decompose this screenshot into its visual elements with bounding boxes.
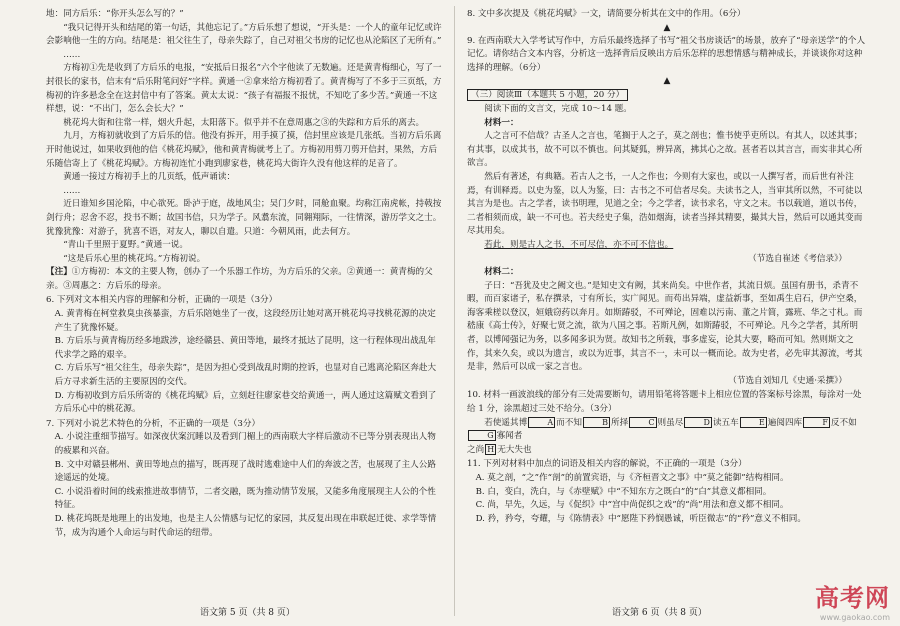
page-footer-right: 语文第 6 页（共 8 页） (612, 608, 707, 618)
story-fu-text: 近日谁知乡国沦陷，中心欲死。卧泸于庭，战地风尘；吴门夕时，同舱血聚。均称江南虎帐，持戟按剑行舟；忍舍不忍，投书不断；故国书信，只为学子。风翥东流，同翱翔际，一往情深，游历学文之士。犹豫犹豫：对游子，犹喜不语，对友人，聊以自遣。只道：今朝风雨，此去何方。 (46, 199, 442, 237)
q10-mark-box[interactable]: D (684, 417, 712, 428)
section-intro: 阅读下面的文言文，完成 10～14 题。 (484, 103, 632, 114)
question-6-option-a: A. 黄青梅在柯堂救臭虫孩暴蛮，方后乐陪她坐了一夜，这段经历让她对离开桃花坞寻找桃花源的决定产生了犹豫怀疑。 (54, 309, 436, 333)
page-footer-left: 语文第 5 页（共 8 页） (200, 608, 295, 618)
question-11-option-b: B. 白，变白，洗白，与《赤壁赋》中“不知东方之既白”的“白”其意义都相同。 (475, 486, 772, 497)
question-11-option-d: D. 矜，矜夸，夸耀，与《陈情表》中“愿陛下矜悯愚诚，听臣微志”的“矜”意义不相同。 (475, 513, 806, 524)
right-page (467, 8, 867, 608)
material-1-source: （节选自崔述《考信录》） (748, 253, 847, 264)
answer-space-marker: ▲ (663, 22, 671, 33)
question-7-option-b: B. 文中对赣县郴州、黄田等地点的描写，既再现了战时逃难途中人们的奔波之苦，也展现了主人公路途遥远的处境。 (54, 459, 436, 484)
story-paragraph: “我只记得开头和结尾的第一句话，其他忘记了。”方后乐想了想说，“开头是：一个人的童年记忆或许会影响他一生的方向。结尾是：祖父往生了，母亲失踪了，自己对祖父书房的记忆也从沦陷区了无所有。” (46, 22, 442, 47)
question-11-stem: 11. 下列对材料中加点的词语及相关内容的解说，不正确的一项是（3分） (467, 459, 747, 470)
q10-fragment: 无大失也 (497, 444, 532, 455)
left-page (46, 8, 444, 608)
story-paragraph: “青山千里照于夏野。”黄通一说。 (63, 240, 188, 251)
question-8: 8. 文中多次提及《桃花坞赋》一文，请简要分析其在文中的作用。（6分） (467, 9, 746, 19)
question-6-stem: 6. 下列对文本相关内容的理解和分析，正确的一项是（3分） (46, 295, 278, 306)
q10-mark-box[interactable]: G (468, 430, 496, 441)
question-6-option-d: D. 方梅初收到方后乐所寄的《桃花坞赋》后，立刻赶往廖家巷交给黄通一，两人通过这篇赋文看到了方后乐心中的桃花源。 (54, 390, 437, 415)
q10-mark-box[interactable]: A (528, 417, 555, 428)
question-6-option-c: C. 方后乐写“祖父往生，母亲失踪”，是因为担心受到战乱时期的控诉，也显对自己逃离沦陷区奔赴大后方寻求新生活的主要原因的交代。 (54, 363, 437, 388)
material-2-label: 材料二： (484, 267, 519, 278)
question-11-option-c: C. 尚，早先，久远，与《促织》中“宫中尚促织之戏”的“尚”用法和意义都不相同。 (475, 500, 789, 511)
material-2-text: 子曰：“吾犹及史之阙文也。”是知史文有阙，其来尚矣。中世作者，其流日烦。虽国有册书，杀青不暇，而百家诸子，私存撰录，寸有所长，实广闻见。而苟出异端，虚益新事，至如禹生启石，伊产空桑，海客乘槎以登汉，姮娥窃药以奔月。如斯踳驳，不可殚论，固难以污南、董之片简，露班、华之寸札。而嵇康《高士传》，好聚七贤之流，欲为八国之事。若斯凡例，如斯踳驳，不可殚论。凡今之学者，其所明者，以博闻强记为务，以多闻多识为贤。故知书之所载，事多虚妄，论其大要，略而可知。然则斯文之作，其来久矣，或以为遗言，或以为近事，其言不一，未可以一概而论。故为史者，必先审其源流，考其是非，然后可以成一家之言也。 (467, 280, 863, 373)
question-10-stem: 10. 材料一画波浪线的部分有三处需要断句，请用铅笔将答题卡上相应位置的答案标号涂黑，每涂对一处给 1 分，涂黑超过三处不给分。（3分） (467, 390, 862, 415)
story-paragraph: 黄通一接过方梅初手上的几页纸，低声诵读： (63, 172, 236, 183)
question-6-option-b: B. 方后乐与黄青梅历经多地跋涉，途经赣县、黄田等地，最终才抵达了昆明，这一行程体现出战乱年代求学之路的艰辛。 (54, 336, 436, 360)
question-7-stem: 7. 下列对小说艺术特色的分析，不正确的一项是（3分） (46, 418, 261, 429)
section-heading: （三）阅读Ⅲ（本题共 5 小题，20 分） (467, 89, 628, 101)
page-divider (454, 6, 455, 616)
story-paragraph: “这是后乐心里的桃花坞。”方梅初说。 (63, 253, 206, 264)
q10-fragment: 寡闻者 (496, 431, 523, 442)
q10-fragment: 遍阅四库 (767, 417, 803, 428)
material-1-wavy-text: 若此，则是古人之书，不可尽信，亦不可不信也。 (484, 239, 674, 250)
q10-fragment: 之尚 (467, 444, 485, 455)
question-9: 9. 在西南联大入学考试写作中，方后乐最终选择了书写“祖父书房谈话”的场景，放弃了“母亲送学”的个人记忆。请你结合文本内容，分析这一选择背后反映出方后乐怎样的思想情感与精神成长，并谈谈你对这种选择的理解。（6分） (467, 35, 866, 73)
question-7-option-d: D. 桃花坞既是地理上的出发地，也是主人公情感与记忆的家园，其反复出现在串联起迁徙、求学等情节，成为沟通个人命运与时代命运的纽带。 (54, 513, 437, 538)
material-1-label: 材料一： (484, 117, 519, 128)
notes (46, 266, 444, 293)
story-paragraph: 九月，方梅初就收到了方后乐的信。他没有拆开，用手摸了摸，信封里应该是几张纸。当初方后乐离开时他说过，如果收到他的信《桃花坞赋》，他和黄青梅就考上了。方梅初用剪刀剪开信封，果然，方后乐随信寄上了《桃花坞赋》。方梅初连忙小跑到廖家巷，桃花坞大街许久没有他这样的足音了。 (46, 131, 442, 169)
q10-fragment: 读五车 (712, 417, 739, 428)
story-paragraph: 地：同方后乐：“你开头怎么写的？” (46, 9, 184, 19)
question-10-sentence-cont (467, 444, 867, 458)
q10-mark-box[interactable]: E (740, 417, 767, 428)
question-11-option-a: A. 莫之剖，“之”作“剖”的前置宾语，与《齐桓晋文之事》中“莫之能御”结构相同。 (475, 473, 789, 483)
watermark-url: www.gaokao.com (819, 613, 890, 622)
question-10-sentence (467, 417, 867, 444)
q10-fragment: 则虽尽 (657, 417, 684, 428)
q10-mark-box[interactable]: F (803, 417, 830, 428)
story-ellipsis: …… (63, 185, 81, 196)
watermark-logo (815, 578, 890, 622)
material-1-text: 然后有著述，有典籍。若古人之书，一人之作也；今则有大家也，或以一人撰写者，而后世有补注焉，有训释焉。以史为鉴，以人为鉴，曰：古书之不可信者尽矣。夫读书之人，当审其所以然，不可徒以其言为是也。古之学者，读书明理，见道之全；今之学者，读书求名，守文之末。书以载道，道以书传，二者相须而成，缺一不可也。若夫经史子集，浩如烟海，读者当择其精要，撮其大旨，然后可以通其变而尽其用矣。 (467, 171, 863, 237)
q10-fragment: 反不如 (830, 417, 857, 428)
watermark-brand: 高考网 (815, 584, 890, 612)
q10-fragment: 若使遥其博 (484, 417, 528, 428)
q10-mark-box[interactable]: H (487, 444, 495, 454)
answer-space-marker: ▲ (663, 76, 671, 87)
q10-mark-box[interactable]: C (629, 417, 656, 428)
q10-fragment: 所择 (611, 417, 629, 428)
material-2-source: （节选自刘知几《史通·采撰》） (728, 375, 847, 386)
question-7-option-c: C. 小说沿着时间的线索推进故事情节，二者交融，既为推动情节发展，又能多角度展现主人公的个性特征。 (54, 486, 436, 511)
story-paragraph: 方梅初①先是收到了方后乐的电报，“安抵后日报名”六个字他读了无数遍。还是黄青梅细心，写了一封很长的家书，信末有“后乐附笔问好”字样。黄通一②拿来给方梅初看了。黄青梅写了不多于三页纸，方梅初的许多悬念全在这封信中有了答案。黄太太说：“孩子有福报不报忧，不知吃了多少苦。”黄通一不这样想，说：“不出门，怎么会长大？” (46, 63, 442, 115)
question-7-option-a: A. 小说注重细节描写。如深夜伏案沉睡以及看到门楣上的西南联大字样后激动不已等分别表现出人物的疲累和兴奋。 (54, 432, 436, 456)
notes-label: 【注】 (46, 267, 72, 278)
notes-text: ①方梅初：本文的主要人物，创办了一个乐器工作坊，为方后乐的父亲。②黄通一：黄青梅的父亲。③周惠之：方后乐的母亲。 (46, 267, 433, 291)
q10-mark-box[interactable]: B (583, 417, 610, 428)
q10-fragment: 而不知 (556, 417, 582, 428)
story-ellipsis: …… (63, 49, 81, 60)
story-paragraph: 桃花坞大街和往常一样，烟火升起，太阳落下。似乎并不在意周惠之③的失踪和方后乐的离去。 (63, 117, 425, 128)
material-1-text: 人之言可不信哉？古圣人之言也，笔搁于人之子，莫之剖也；惟书使乎吏所以。有其人，以述其事；有其事，以成其书，故不可以不慎也。问其疑狐，辨异离，拂其心之故。甚者若以其言言，而实非其心所欲言。 (467, 131, 863, 169)
